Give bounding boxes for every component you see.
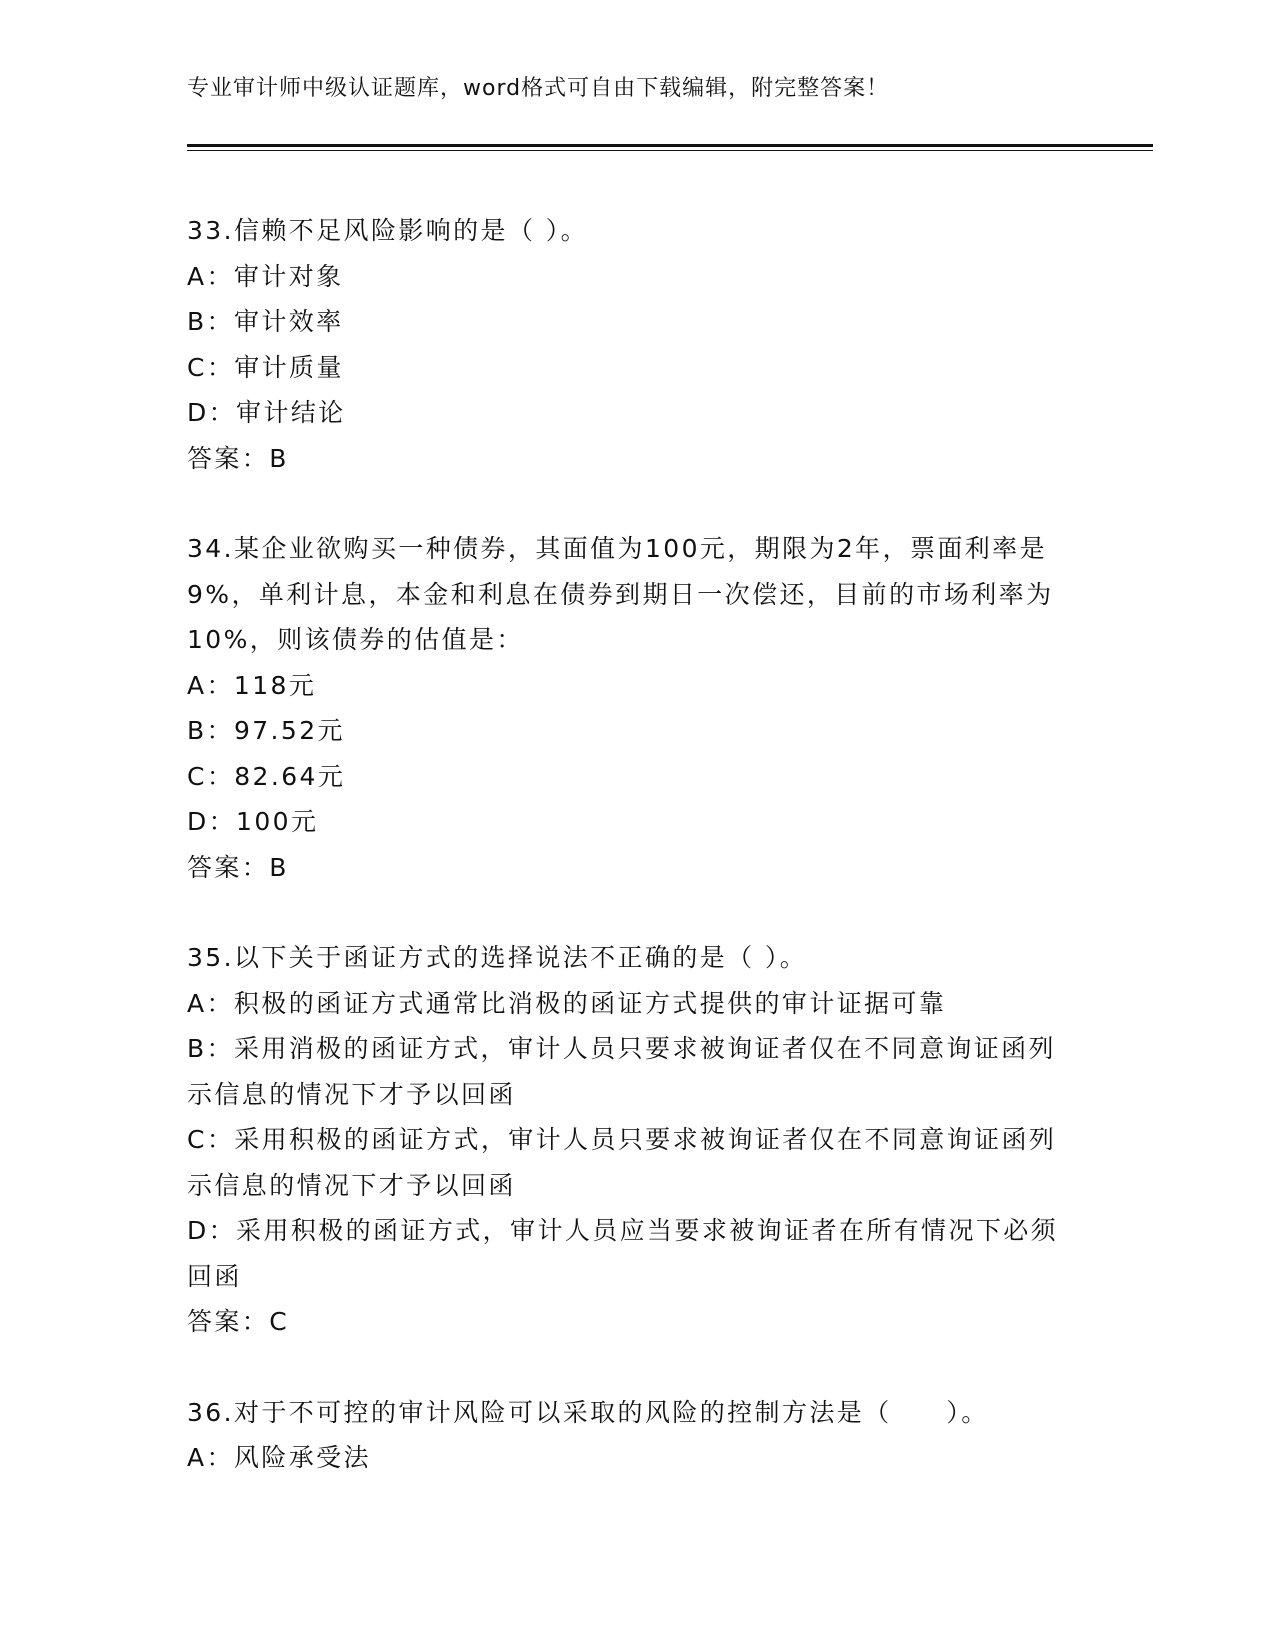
option-d: D：采用积极的函证方式，审计人员应当要求被询证者在所有情况下必须回函 (187, 1216, 1059, 1291)
answer: 答案：C (187, 1307, 290, 1336)
question-35 (187, 935, 1067, 1345)
question-36 (187, 1390, 1067, 1481)
option-d: D：100元 (187, 807, 319, 836)
page-header: 专业审计师中级认证题库，word格式可自由下载编辑，附完整答案！ (187, 76, 890, 101)
option-a: A：风险承受法 (187, 1443, 371, 1472)
option-a: A：审计对象 (187, 261, 344, 291)
option-c: C：审计质量 (187, 352, 344, 382)
option-c: C：采用积极的函证方式，审计人员只要求被询证者仅在不同意询证函列示信息的情况下才予以回函 (187, 1125, 1057, 1200)
header-rule-thick (187, 144, 1153, 147)
question-stem: 36.对于不可控的审计风险可以采取的风险的控制方法是（ ）。 (187, 1397, 989, 1427)
answer: 答案：B (187, 443, 289, 473)
question-list (187, 208, 1067, 1526)
question-stem: 33.信赖不足风险影响的是（ ）。 (187, 216, 589, 245)
option-a: A：积极的函证方式通常比消极的函证方式提供的审计证据可靠 (187, 988, 947, 1018)
option-b: B：审计效率 (187, 307, 344, 336)
question-34 (187, 526, 1067, 890)
answer: 答案：B (187, 852, 289, 882)
option-a: A：118元 (187, 670, 317, 700)
option-c: C：82.64元 (187, 761, 346, 791)
question-stem: 34.某企业欲购买一种债券，其面值为100元，期限为2年，票面利率是9%，单利计息，本金和利息在债券到期日一次偿还，目前的市场利率为10%，则该债券的估值是： (187, 534, 1054, 654)
option-d: D：审计结论 (187, 398, 346, 427)
option-b: B：采用消极的函证方式，审计人员只要求被询证者仅在不同意询证函列示信息的情况下才予以回函 (187, 1034, 1056, 1109)
header-rule-thin (187, 150, 1153, 151)
question-stem: 35.以下关于函证方式的选择说法不正确的是（ ）。 (187, 943, 808, 972)
option-b: B：97.52元 (187, 716, 345, 745)
question-33 (187, 208, 1067, 481)
